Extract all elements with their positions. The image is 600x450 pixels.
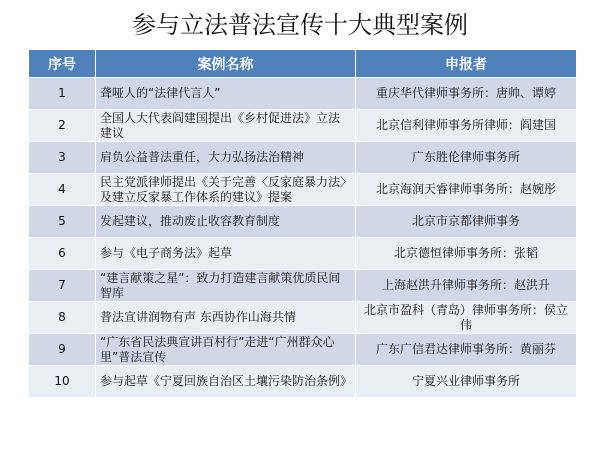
table-row (29, 366, 577, 398)
case-name: 全国人大代表阎建国提出《乡村促进法》立法建议 (96, 110, 356, 142)
case-number: 3 (29, 142, 96, 174)
case-name: 参与《电子商务法》起草 (96, 238, 356, 270)
page-title: 参与立法普法宣传十大典型案例 (132, 11, 468, 39)
case-number: 1 (29, 78, 96, 110)
case-name: 参与起草《宁夏回族自治区土壤污染防治条例》 (96, 366, 356, 398)
case-number: 5 (29, 206, 96, 238)
table-row (29, 110, 577, 142)
header-reporter: 申报者 (356, 50, 577, 78)
case-reporter: 北京德恒律师事务所：张韬 (356, 238, 577, 270)
case-reporter: 北京信利律师事务所律师：阎建国 (356, 110, 577, 142)
cases-table (28, 49, 577, 398)
case-number: 8 (29, 302, 96, 334)
table-row (29, 174, 577, 206)
case-reporter: 北京海润天睿律师事务所：赵婉彤 (356, 174, 577, 206)
case-reporter: 广东广信君达律师事务所：黄丽芬 (356, 334, 577, 366)
header-case-name: 案例名称 (96, 50, 356, 78)
header-serial-number: 序号 (29, 50, 96, 78)
table-row (29, 334, 577, 366)
case-number: 2 (29, 110, 96, 142)
case-name: 发起建议，推动废止收容教育制度 (96, 206, 356, 238)
case-reporter: 上海赵洪升律师事务所：赵洪升 (356, 270, 577, 302)
case-reporter: 北京市盈科（青岛）律师事务所：侯立伟 (356, 302, 577, 334)
case-number: 6 (29, 238, 96, 270)
case-name: “广东省民法典宣讲百村行”走进“广州群众心里”普法宣传 (96, 334, 356, 366)
case-number: 4 (29, 174, 96, 206)
case-reporter: 北京市京都律师事务 (356, 206, 577, 238)
table-row (29, 142, 577, 174)
table-row (29, 206, 577, 238)
case-name: 普法宣讲润物有声 东西协作山海共情 (96, 302, 356, 334)
table-header-row (29, 50, 577, 78)
case-name: 肩负公益普法重任，大力弘扬法治精神 (96, 142, 356, 174)
case-reporter: 宁夏兴业律师事务所 (356, 366, 577, 398)
case-name: “建言献策之星”：致力打造建言献策优质民间智库 (96, 270, 356, 302)
case-number: 10 (29, 366, 96, 398)
case-name: 民主党派律师提出《关于完善〈反家庭暴力法〉及建立反家暴工作体系的建议》提案 (96, 174, 356, 206)
case-reporter: 重庆华代律师事务所：唐帅、谭婷 (356, 78, 577, 110)
case-name: 聋哑人的“法律代言人” (96, 78, 356, 110)
table-row (29, 238, 577, 270)
table-row (29, 302, 577, 334)
case-reporter: 广东胜伦律师事务所 (356, 142, 577, 174)
case-number: 9 (29, 334, 96, 366)
case-number: 7 (29, 270, 96, 302)
table-row (29, 78, 577, 110)
table-row (29, 270, 577, 302)
